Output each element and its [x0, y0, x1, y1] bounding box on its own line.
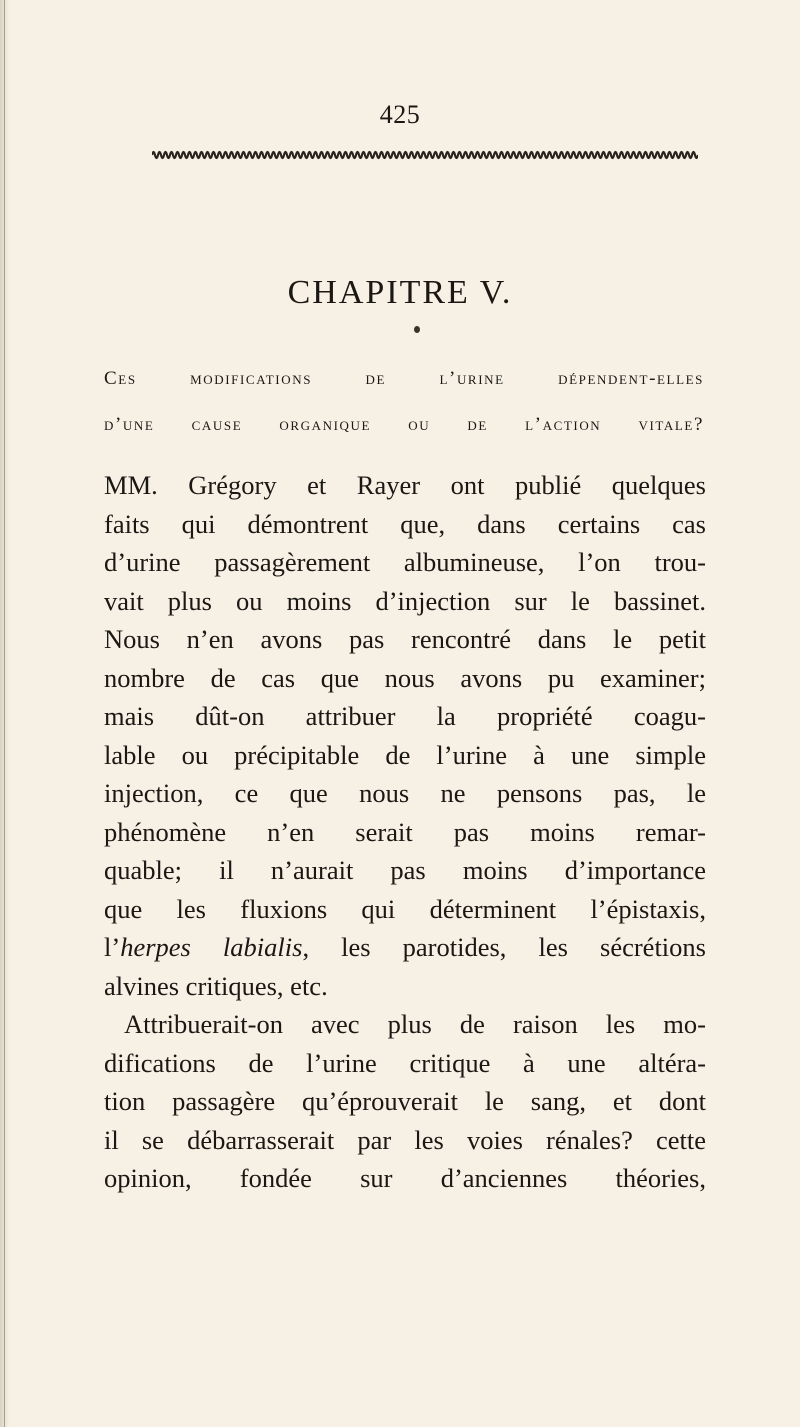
text-line: opinion, fondée sur d’anciennes théories, [104, 1163, 706, 1193]
body-text [104, 466, 706, 1198]
text-line-paragraph-start: Attribuerait-on avec plus de raison les mo- [124, 1009, 706, 1039]
text-line: que les fluxions qui déterminent l’épistaxis, [104, 893, 706, 924]
text-line: MM. Grégory et Rayer ont publié quelques [104, 470, 706, 500]
text-line: faits qui démontrent que, dans certains cas [104, 508, 706, 539]
text-fragment: , les parotides, les sécrétions [302, 932, 706, 962]
chapter-title: CHAPITRE V. [287, 274, 513, 311]
text-line: vait plus ou moins d’injection sur le bassinet. [104, 585, 706, 616]
text-line: difications de l’urine critique à une altéra- [104, 1047, 706, 1078]
text-line: Nous n’en avons pas rencontré dans le petit [104, 624, 706, 654]
chapter-subtitle-line-1: Ces modifications de l’urine dépendent-elles [104, 368, 704, 389]
italic-term: herpes labialis [120, 932, 303, 962]
text-line: nombre de cas que nous avons pu examiner; [104, 662, 706, 693]
text-line: quable; il n’aurait pas moins d’importance [104, 855, 706, 885]
text-line: lable ou précipitable de l’urine à une simple [104, 739, 706, 770]
text-line-with-italic [104, 928, 706, 967]
ornamental-rule [152, 148, 698, 162]
text-line: il se débarrasserait par les voies rénales? cette [104, 1124, 706, 1155]
page-number: 425 [379, 100, 421, 129]
page-fold-line [4, 0, 5, 1427]
text-line: phénomène n’en serait pas moins remar- [104, 816, 706, 847]
text-fragment: l’ [104, 932, 121, 962]
text-line: d’urine passagèrement albumineuse, l’on trou- [104, 547, 706, 577]
title-ornament-dot [414, 326, 420, 333]
text-line: alvines critiques, etc. [104, 970, 328, 1001]
text-line: tion passagère qu’éprouverait le sang, et dont [104, 1086, 706, 1116]
chapter-subtitle-line-2: d’une cause organique ou de l’action vitale? [104, 414, 704, 435]
text-line: injection, ce que nous ne pensons pas, le [104, 778, 706, 808]
text-line: mais dût-on attribuer la propriété coagu- [104, 701, 706, 731]
